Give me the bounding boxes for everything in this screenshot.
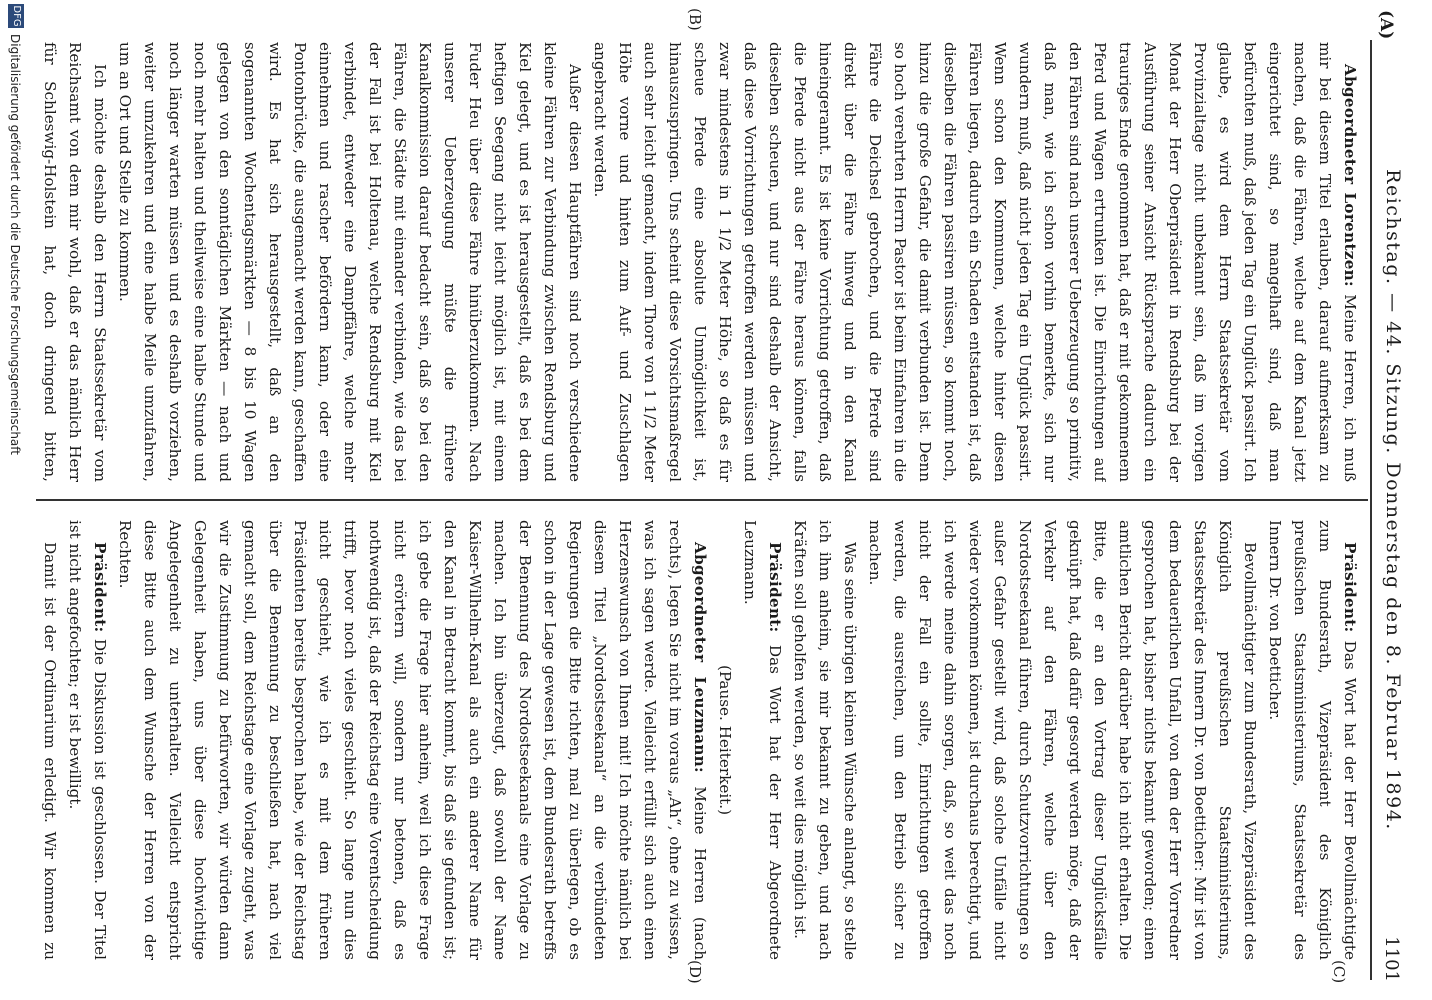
paragraph-text: Meine Herren, ich muß mir bei diesem Titel erlauben, darauf aufmerksam zu machen, daß die Fähren, welche auf dem Kanal jetzt eingerichtet sind, so mangelhaft sind, daß man befürchten muß, daß jeden Tag ein Unglück passirt. Ich glaube, es wird dem Herrn Staatssekretär vom Provinzialtage nicht unbekannt sein, daß im vorigen Monat der Herr Oberpräsident in Rendsburg bei der Ausführung seiner Ansicht Rücksprache dadurch ein trauriges Ende genommen hat, daß er mit gekommenem Pferd und Wagen ertrunken ist. Die Einrichtungen auf den Fähren sind nach unserer Ueberzeugung so primitiv, daß man, wie ich schon vorhin bemerkte, sich nur wundern muß, daß nicht jeden Tag ein Unglück passirt. Wenn schon den Kommunen, welche hinter diesen Fähren liegen, dadurch ein Schaden entstanden ist, daß dieselben die Fähren passiren müssen, so kommt noch, hinzu die große Gefahr, die damit verbunden ist. Denn so hoch verehrten Herrn Pastor ist beim Einfahren in die Fähre die Deichsel gebrochen, und die Pferde sind direkt über die Fähre hinweg und in den Kanal hineingerannt. Es ist keine Vorrichtung getroffen, daß die Pferde nicht aus der Fähre heraus können, falls dieselben scheuen, und nur sind deshalb der Ansicht, daß diese Vorrichtungen getroffen werden müssen und zwar mindestens in 1 1/2 Meter Höhe, so daß es für scheue Pferde eine absolute Unmöglichkeit ist, hinauszuspringen. Uns scheint diese Vorsichtsmaßregel auch sehr leicht gemacht, indem Thore von 1 1/2 Meter Höhe vorne und hinten zum Auf- und Zuschlagen angebracht werden. — [591, 42, 1359, 482]
paragraph — [1262, 520, 1362, 960]
paragraph-text: Außer diesen Hauptfähren sind noch verschiedene kleine Fähren zur Verbindung zwischen Rendsburg und Kiel gelegt, und es ist herausgestellt, daß es bei dem heftigen Seegang nicht leicht möglich ist, mit einem Fuder Heu über diese Fähre hinüberzukommen. Nach unserer Ueberzeugung müßte die frühere Kanalkommission darauf bedacht sein, daß so bei den Fähren, die Städte mit einander verbinden, wie das bei der Fall ist bei Holtenau, welche Rendsburg mit Kiel verbindet, entweder eine Dampffähre, welche mehr einnehmen und rascher befördern kann, oder eine Pontonbrücke, die ausgemacht werden kann, geschaffen wird. Es hat sich herausgestellt, daß an den sogenannten Wochentagsmärkten — 8 bis 10 Wagen gelegen von den sonntäglichen Märkten — nach und noch mehr halten und theilweise eine halbe Stunde und noch länger warten müssen und es deshalb vorziehen, weiter umzukehren und eine halbe Meile umzufahren, um an Ort und Stelle zu kommen. — [116, 42, 584, 482]
margin-mark-b: (B) — [686, 8, 704, 31]
paragraph — [112, 520, 712, 960]
right-column — [34, 520, 1362, 960]
paragraph-text: Ich möchte deshalb den Herrn Staatssekretär vom Reichsamt von dem mir wohl, daß er das nämlich Herr für Schleswig-Holstein hat, doch dringend bitten, — [41, 42, 109, 482]
paragraph — [62, 520, 112, 960]
paragraph — [787, 520, 862, 960]
page-number: 1101 — [1381, 936, 1402, 982]
paragraph-text: Das Wort hat der Herr Bevollmächtigte zum Bundesrath, Vizepräsident des Königlich preußischen Staatsministeriums, Staatssekretär des Innern Dr. von Boetticher. — [1266, 520, 1359, 960]
page-header-title: Reichstag. — 44. Sitzung. Donnerstag den 8. Februar 1894. — [1382, 169, 1404, 831]
paragraph-text: Bevollmächtigter zum Bundesrath, Vizepräsident des Königlich preußischen Staatsministeriums, Staatssekretär des Innern Dr. von Boetticher: Mir ist von dem bedauerlichen Unfall, von dem der Herr Vorredner gesprochen hat, bisher nichts bekannt geworden; einen amtlichen Bericht darüber habe ich nicht erhalten. Die Bitte, die er an den Vortrag dieser Unglücksfälle geknüpft hat, daß dafür gesorgt werden möge, daß der Verkehr auf den Fähren, welche über den Nordostseekanal führen, durch Schutzvorrichtungen so außer Gefahr gestellt wird, daß solche Unfälle nicht wieder vorkommen können, ist durchaus berechtigt, und ich werde meine dahin sorgen, daß, so weit das noch nicht der Fall ein sollte, Einrichtungen getroffen werden, die ausreichen, um den Betrieb sicher zu machen. — [866, 520, 1259, 960]
column-mark-a: (A) — [1376, 10, 1396, 40]
paragraph — [34, 42, 112, 482]
paragraph — [862, 520, 1262, 960]
paragraph — [112, 42, 587, 482]
speaker-name: Präsident: — [1341, 542, 1359, 633]
footer-credit: Digitalisierung gefördert durch die Deutsche Forschungsgemeinschaft — [8, 34, 22, 456]
paragraph — [737, 520, 787, 960]
paragraph-text: Damit ist der Ordinarium erledigt. Wir kommen zu — [41, 542, 59, 960]
speaker-name: Präsident: — [91, 542, 109, 633]
stage-direction: (Pause. Heiterkeit.) — [716, 664, 734, 816]
paragraph-text: Die Diskussion ist geschlossen. Der Titel ist nicht angefochten; er ist bewilligt. — [66, 520, 109, 960]
margin-mark-c: (C) — [1330, 960, 1348, 984]
header-rule — [1370, 40, 1372, 980]
speaker-name: Abgeordneter Leuzmann: — [691, 542, 709, 773]
left-column — [34, 42, 1362, 482]
paragraph-text: Meine Herren (nach rechts), legen Sie nicht im voraus „Ah“, ohne zu wissen, was ich sagen werde. Vielleicht erfüllt sich auch einen Herzenswunsch von Ihnen mit! Ich möchte nämlich bei diesem Titel „Nordostseekanal“ an die verbündeten Regierungen die Bitte richten, mal zu überlegen, ob es schon in der Lage gewesen ist, dem Bundesrath betreffs der Benennung des Nordostseekanals eine Vorlage zu machen. Ich bin überzeugt, daß sowohl der Name Kaiser-Wilhelm-Kanal als auch ein anderer Name für den Kanal in Betracht kommt, bis daß sie gefunden ist; ich gebe die Frage hier anheim, weil ich diese Frage nicht erörtern will, sondern nur betonen, daß es nothwendig ist, daß der Reichstag eine Vorentscheidung trifft, bevor noch vieles geschieht. So lange nun dies nicht geschieht, wie ich es mit dem früheren Präsidenten bereits besprochen habe, wie der Reichstag über die Benennung zu beschließen hat, nach viel gemacht soll, dem Reichstage eine Vorlage zugeht, was wir die Zustimmung zu befürworten, wir würden dann Gelegenheit haben, uns über diese hochwichtige Angelegenheit zu unterhalten. Vielleicht entspricht diese Bitte auch dem Wunsche der Herren von der Rechten. — [116, 520, 709, 960]
paragraph-text: Was seine übrigen kleinen Wünsche anlangt, so stelle ich ihm anheim, sie mir bekannt zu geben, und nach Kräften soll geholfen werden, so weit dies möglich ist. — [791, 520, 859, 960]
paragraph — [34, 520, 62, 960]
paragraph-text: Das Wort hat der Herr Abgeordnete Leuzmann. — [741, 520, 784, 960]
dfg-logo: DFG — [8, 4, 24, 28]
margin-mark-d: (D) — [686, 960, 704, 984]
paragraph — [587, 42, 1362, 482]
speaker-name: Abgeordneter Lorentzen: — [1341, 64, 1359, 287]
column-divider — [36, 499, 1368, 501]
speaker-name: Präsident: — [766, 542, 784, 633]
